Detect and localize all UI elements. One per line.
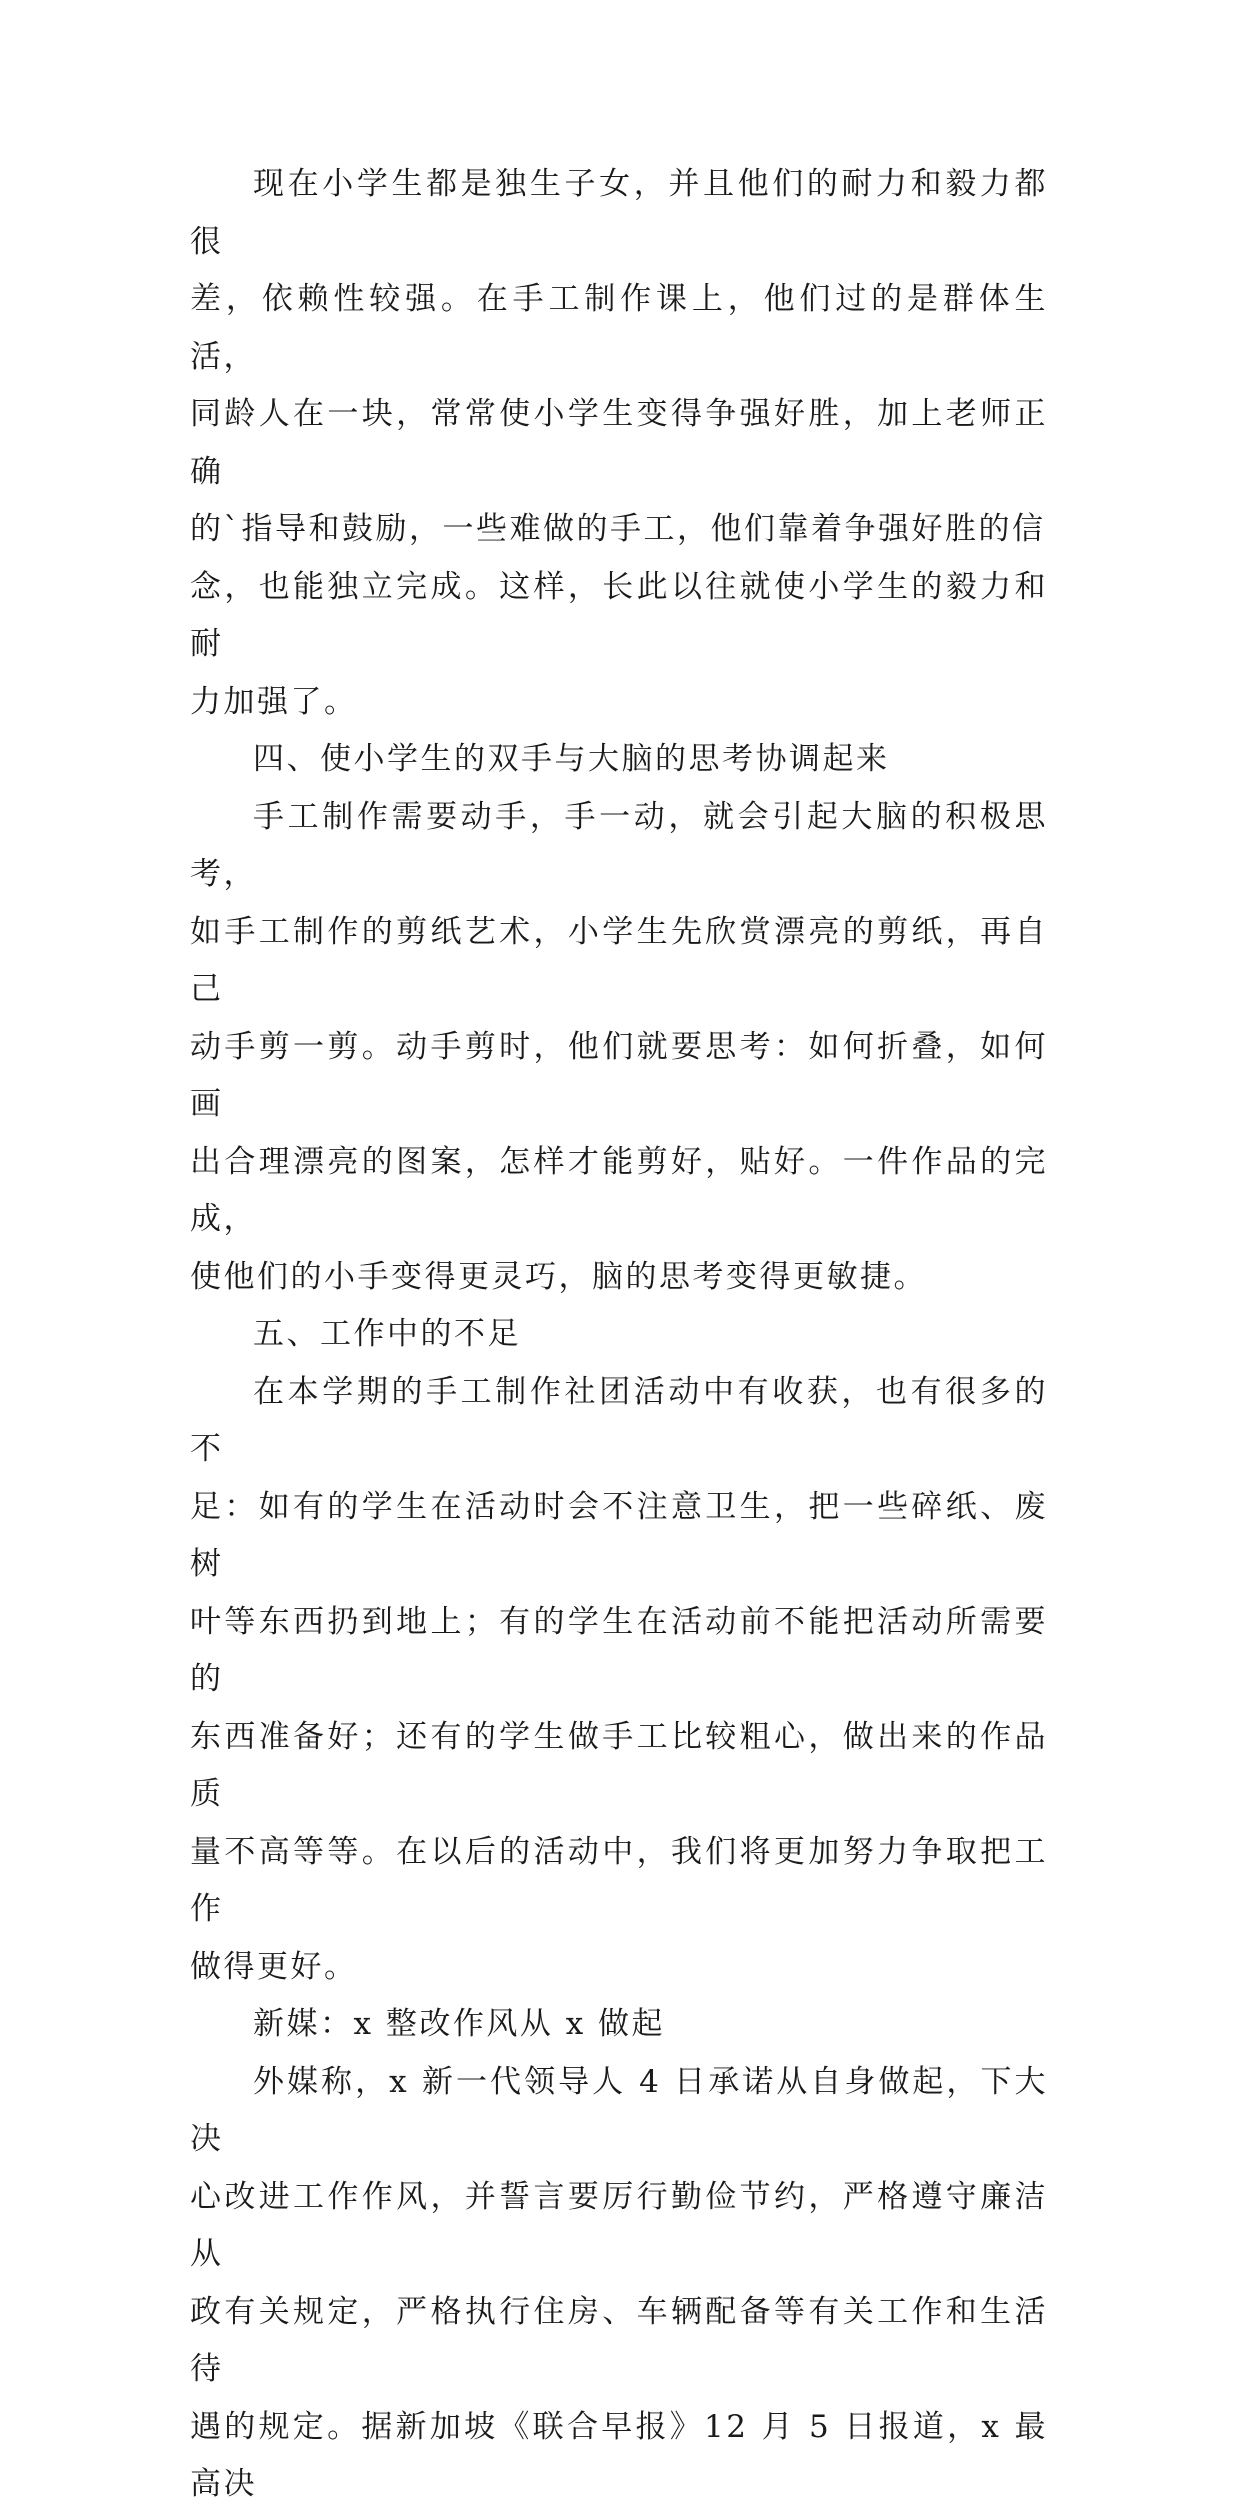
section-heading-five: 五、工作中的不足 <box>253 1316 521 1352</box>
paragraph-shortcomings: 在本学期的手工制作社团活动中有收获，也有很多的不 足：如有的学生在活动时会不注意卫生，把一些碎纸、废树 叶等东西扔到地上；有的学生在活动前不能把活动所需要的 东西准备好；还有的学生做手工比较粗心，做出来的作品质 量不高等等。在以后的活动中，我们将更加努力争取把工作 做得更好。 <box>190 1373 1048 1985</box>
article-heading: 新媒：x 整改作风从 x 做起 <box>253 2006 666 2042</box>
paragraph-news: 外媒称，x 新一代领导人 4 日承诺从自身做起，下大决 心改进工作作风，并誓言要厉行勤俭节约，严格遵守廉洁从 政有关规定，严格执行住房、车辆配备等有关工作和生活待 遇的规定。据新加坡《联合早报》12 月 5 日报道，x 最高决 <box>190 2063 1048 2502</box>
paragraph-perseverance: 现在小学生都是独生子女，并且他们的耐力和毅力都很 差，依赖性较强。在手工制作课上，他们过的是群体生活， 同龄人在一块，常常使小学生变得争强好胜，加上老师正确 的`指导和鼓励，一些难做的手工，他们靠着争强好胜的信 念，也能独立完成。这样，长此以往就使小学生的毅力和耐 力加强了。 <box>190 166 1048 720</box>
document-body <box>190 156 1048 2514</box>
paragraph-hand-brain: 手工制作需要动手，手一动，就会引起大脑的积极思考， 如手工制作的剪纸艺术，小学生先欣赏漂亮的剪纸，再自己 动手剪一剪。动手剪时，他们就要思考：如何折叠，如何画 出合理漂亮的图案，怎样才能剪好，贴好。一件作品的完成， 使他们的小手变得更灵巧，脑的思考变得更敏捷。 <box>190 798 1048 1295</box>
section-heading-four: 四、使小学生的双手与大脑的思考协调起来 <box>253 741 890 777</box>
